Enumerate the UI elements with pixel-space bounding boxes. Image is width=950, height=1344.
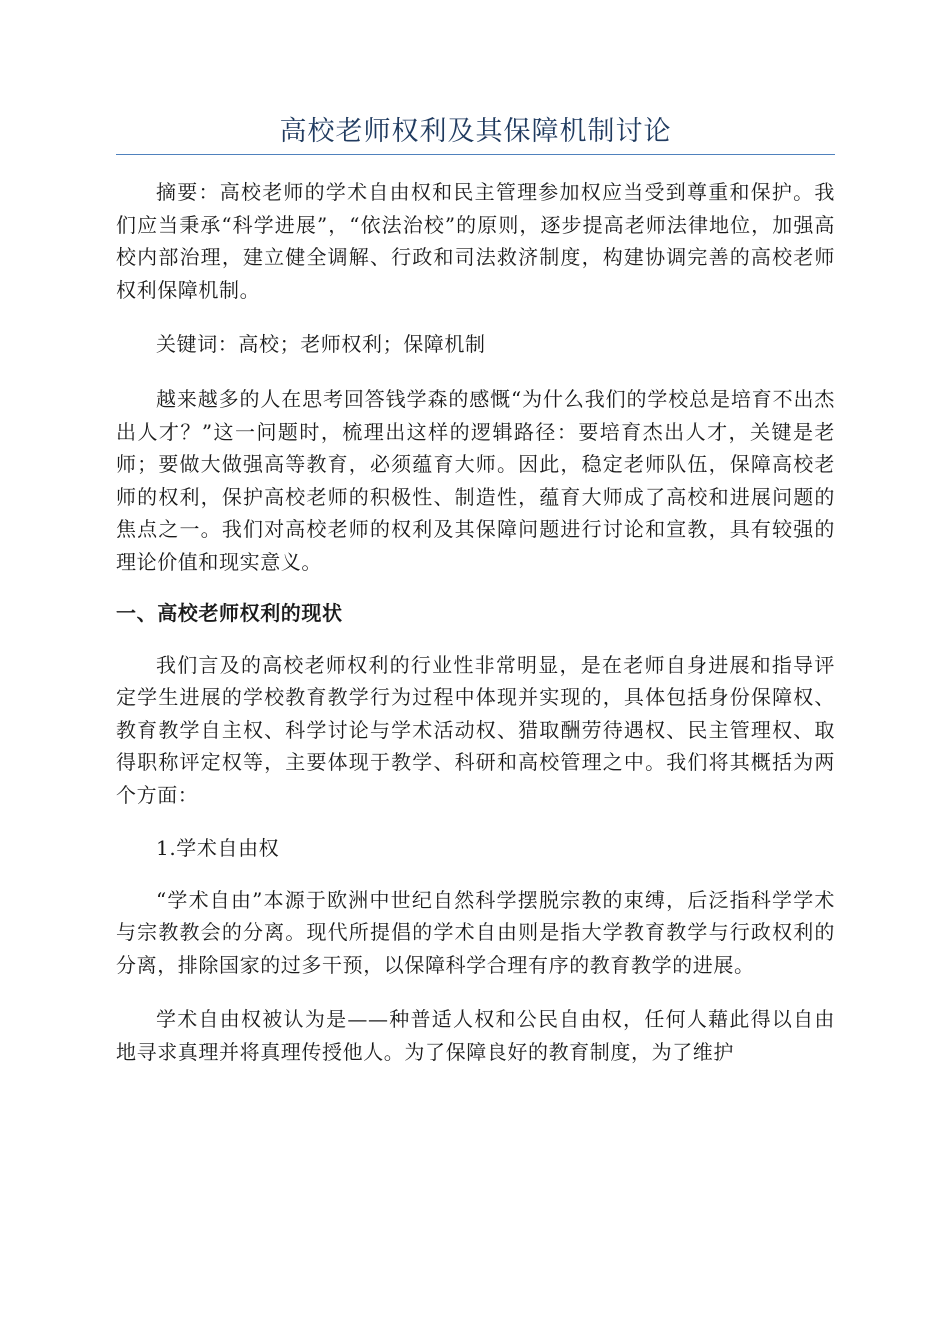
section-heading-1: 一、高校老师权利的现状 bbox=[116, 600, 343, 625]
section-1-paragraph: 我们言及的高校老师权利的行业性非常明显，是在老师自身进展和指导评定学生进展的学校教育教学行为过程中体现并实现的，具体包括身份保障权、教育教学自主权、科学讨论与学术活动权、猎取酬劳待遇权、民主管理权、取得职称评定权等，主要体现于教学、科研和高校管理之中。我们将其概括为两个方面： bbox=[116, 652, 835, 807]
abstract-paragraph: 摘要：高校老师的学术自由权和民主管理参加权应当受到尊重和保护。我们应当秉承“科学进展”，“依法治校”的原则，逐步提高老师法律地位，加强高校内部治理，建立健全调解、行政和司法救济制度，构建协调完善的高校老师权利保障机制。 bbox=[116, 180, 835, 302]
document-title: 高校老师权利及其保障机制讨论 bbox=[279, 116, 672, 147]
subsection-1-paragraph-1: “学术自由”本源于欧洲中世纪自然科学摆脱宗教的束缚，后泛指科学学术与宗教教会的分离。现代所提倡的学术自由则是指大学教育教学与行政权利的分离，排除国家的过多干预，以保障科学合理有序的教育教学的进展。 bbox=[116, 887, 835, 977]
intro-paragraph: 越来越多的人在思考回答钱学森的感慨“为什么我们的学校总是培育不出杰出人才？”这一问题时，梳理出这样的逻辑路径：要培育杰出人才，关键是老师；要做大做强高等教育，必须蕴育大师。因此，稳定老师队伍，保障高校老师的权利，保护高校老师的积极性、制造性，蕴育大师成了高校和进展问题的焦点之一。我们对高校老师的权利及其保障问题进行讨论和宣教，具有较强的理论价值和现实意义。 bbox=[116, 386, 835, 574]
keywords-line: 关键词：高校；老师权利；保障机制 bbox=[156, 332, 486, 357]
title-underline bbox=[116, 154, 835, 155]
document-page bbox=[116, 0, 835, 1068]
subsection-heading-1: 1.学术自由权 bbox=[156, 835, 280, 860]
subsection-1-paragraph-2: 学术自由权被认为是——种普适人权和公民自由权，任何人藉此得以自由地寻求真理并将真理传授他人。为了保障良好的教育制度，为了维护 bbox=[116, 1007, 835, 1064]
